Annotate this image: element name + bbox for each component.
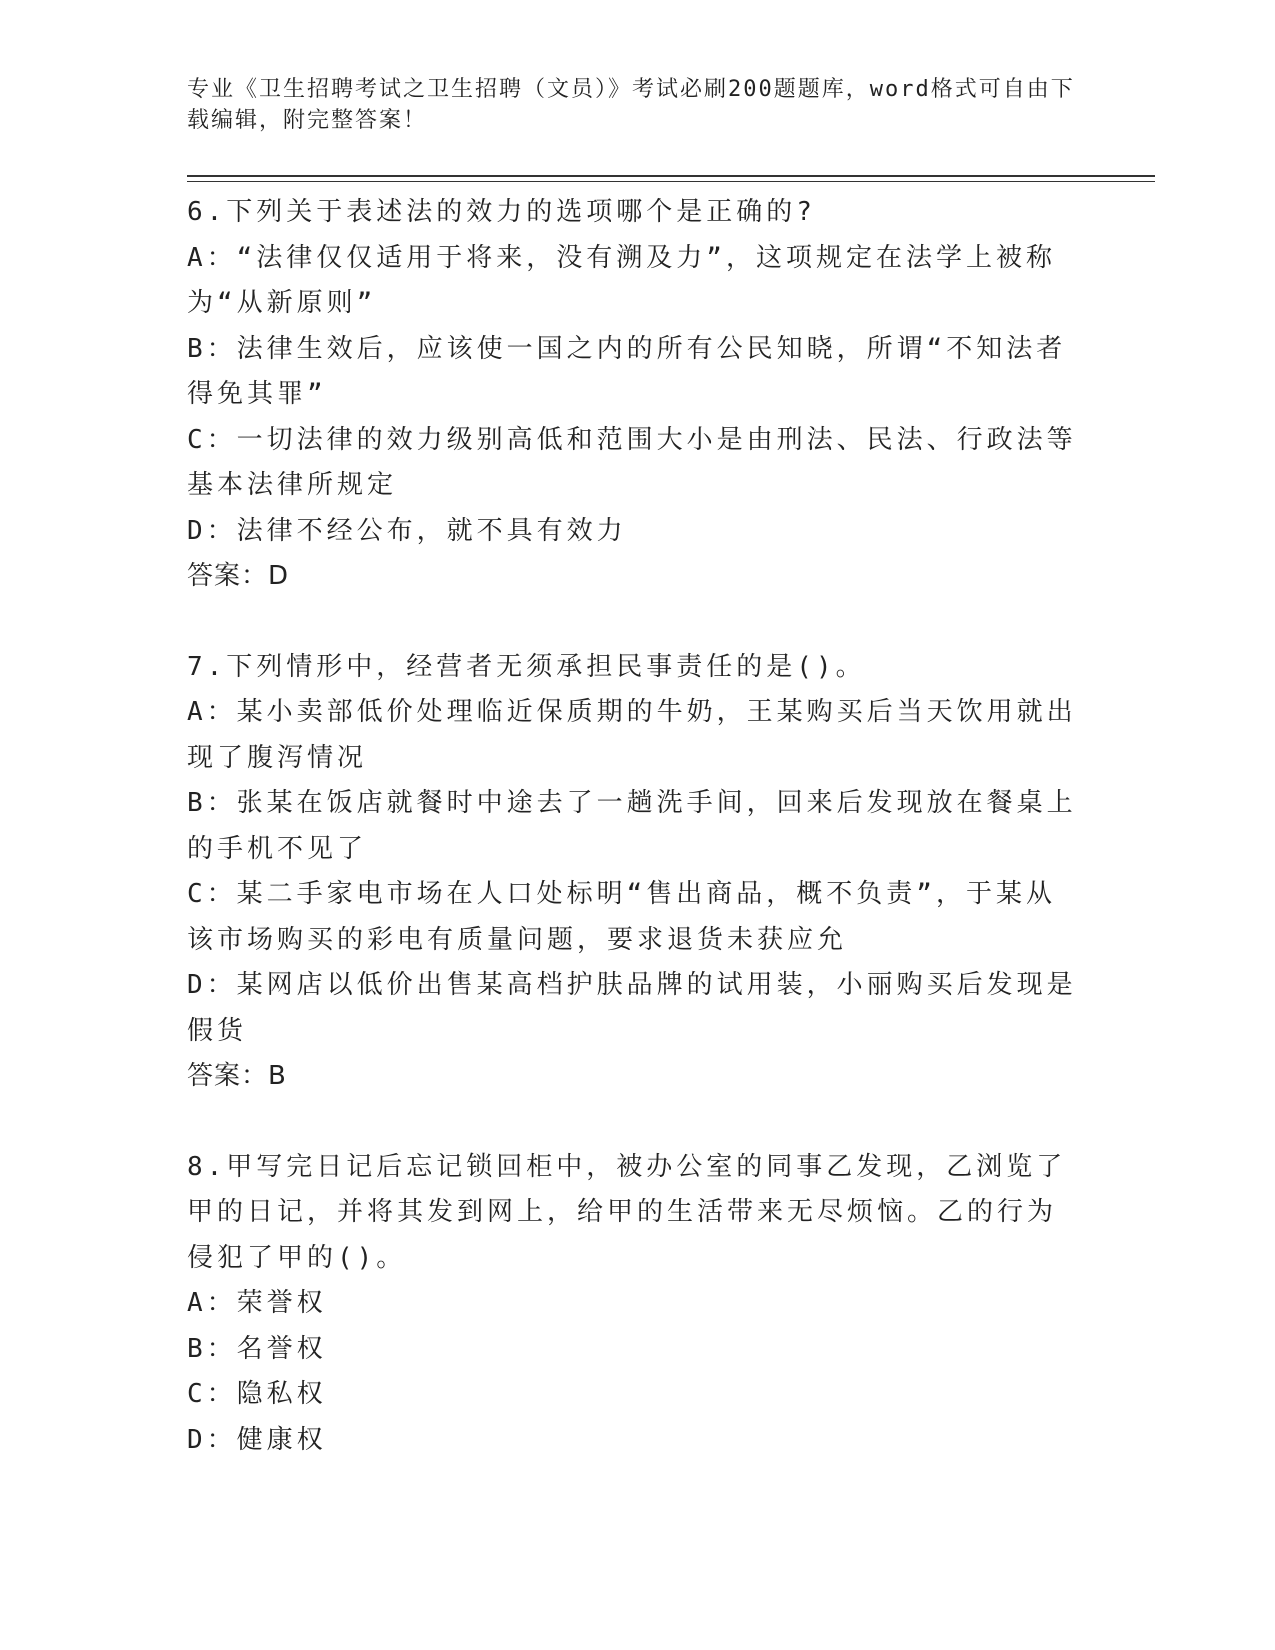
option-b: B：法律生效后，应该使一国之内的所有公民知晓，所谓“不知法者得免其罪”	[187, 333, 1067, 409]
answer: 答案：B	[187, 1061, 287, 1091]
option-d: D：健康权	[187, 1424, 327, 1455]
question-stem: 6.下列关于表述法的效力的选项哪个是正确的?	[187, 197, 816, 227]
question-7	[187, 645, 1077, 1100]
option-b: B：名誉权	[187, 1333, 327, 1364]
option-d: D：某网店以低价出售某高档护肤品牌的试用装，小丽购买后发现是假货	[187, 970, 1077, 1046]
document-header	[187, 74, 1087, 136]
option-a: A：某小卖部低价处理临近保质期的牛奶，王某购买后当天饮用就出现了腹泻情况	[187, 697, 1077, 773]
header-title: 专业《卫生招聘考试之卫生招聘（文员）》考试必刷200题题库，word格式可自由下载编辑，附完整答案！	[187, 77, 1075, 133]
question-stem: 8.甲写完日记后忘记锁回柜中，被办公室的同事乙发现，乙浏览了甲的日记，并将其发到网上，给甲的生活带来无尽烦恼。乙的行为侵犯了甲的()。	[187, 1151, 1067, 1273]
option-c: C：一切法律的效力级别高低和范围大小是由刑法、民法、行政法等基本法律所规定	[187, 424, 1077, 500]
question-8	[187, 1145, 1077, 1464]
option-b: B：张某在饭店就餐时中途去了一趟洗手间，回来后发现放在餐桌上的手机不见了	[187, 788, 1077, 864]
header-rule-thick	[187, 175, 1155, 177]
header-rule-thin	[187, 181, 1155, 182]
question-stem: 7.下列情形中，经营者无须承担民事责任的是()。	[187, 651, 866, 682]
option-c: C：某二手家电市场在人口处标明“售出商品，概不负责”，于某从该市场购买的彩电有质量问题，要求退货未获应允	[187, 879, 1056, 955]
option-c: C：隐私权	[187, 1379, 327, 1409]
option-a: A：“法律仅仅适用于将来，没有溯及力”，这项规定在法学上被称为“从新原则”	[187, 242, 1056, 318]
option-d: D：法律不经公布，就不具有效力	[187, 515, 627, 546]
answer: 答案：D	[187, 561, 290, 591]
option-a: A：荣誉权	[187, 1288, 327, 1318]
question-6	[187, 190, 1077, 600]
question-list	[187, 190, 1077, 1508]
